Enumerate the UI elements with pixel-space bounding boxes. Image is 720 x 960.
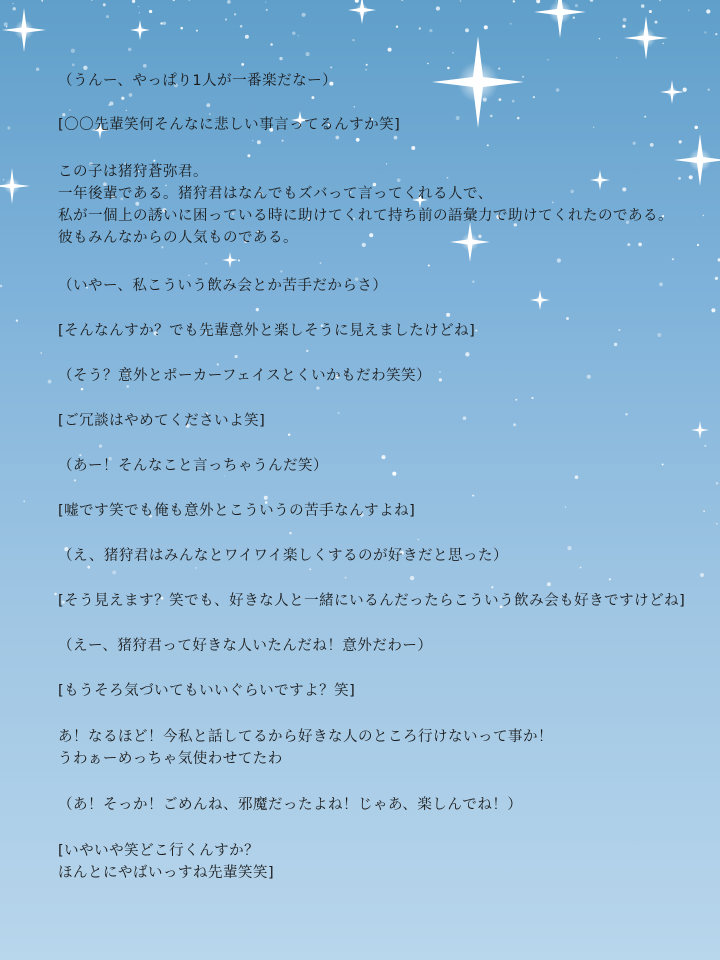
- star-dot: [436, 6, 440, 10]
- text-line: [〇〇先輩笑何そんなに悲しい事言ってるんすか笑]: [58, 117, 401, 133]
- star-dot: [252, 140, 253, 141]
- star-dot: [335, 136, 339, 140]
- star-dot: [411, 146, 415, 150]
- star-dot: [128, 48, 132, 52]
- star-dot: [196, 30, 198, 32]
- star-dot: [487, 144, 489, 146]
- star-dot: [703, 510, 705, 512]
- star-dot: [163, 22, 166, 25]
- star-dot: [515, 399, 517, 401]
- star-dot: [517, 117, 520, 120]
- star-dot: [715, 33, 717, 35]
- star-dot: [366, 64, 368, 66]
- star-dot: [716, 523, 718, 525]
- star-dot: [446, 313, 450, 317]
- star-dot: [465, 352, 469, 356]
- star-dot: [708, 89, 710, 91]
- star-dot: [650, 143, 654, 147]
- text-line: [ご冗談はやめてくださいよ笑]: [58, 413, 266, 429]
- star-dot: [659, 282, 663, 286]
- star-dot: [245, 35, 249, 39]
- text-line: （いやー、私こういう飲み会とか苦手だからさ）: [58, 278, 388, 294]
- star-dot: [362, 243, 366, 247]
- star-dot: [36, 68, 40, 72]
- star-dot: [566, 317, 569, 320]
- star-dot: [205, 263, 207, 265]
- star-dot: [3, 179, 5, 181]
- star-dot: [463, 416, 467, 420]
- star-dot: [23, 500, 25, 502]
- star-dot: [292, 31, 295, 34]
- star-dot: [565, 506, 566, 507]
- star-dot: [257, 140, 261, 144]
- star-dot: [491, 586, 493, 588]
- star-dot: [465, 28, 469, 32]
- star-dot: [428, 264, 430, 266]
- sparkle-star: [0, 168, 30, 204]
- text-line: 私が一個上の誘いに困っている時に助けてくれて持ち前の語彙力で助けてくれたのである。: [58, 208, 673, 224]
- star-dot: [266, 9, 268, 11]
- sparkle-star: [222, 252, 238, 268]
- star-dot: [456, 116, 460, 120]
- star-dot: [289, 532, 292, 535]
- star-dot: [649, 10, 652, 13]
- star-dot: [401, 0, 403, 1]
- star-dot: [531, 397, 533, 399]
- sparkle-star: [590, 170, 610, 190]
- star-dot: [614, 343, 618, 347]
- text-line: 一年後輩である。猪狩君はなんでもズバって言ってくれる人で、: [58, 186, 493, 202]
- star-dot: [625, 413, 627, 415]
- star-dot: [54, 593, 56, 595]
- star-dot: [256, 308, 259, 311]
- star-dot: [12, 3, 14, 5]
- star-dot: [657, 333, 661, 337]
- star-dot: [439, 378, 442, 381]
- star-dot: [567, 546, 571, 550]
- star-dot: [280, 270, 282, 272]
- text-line: （え、猪狩君はみんなとワイワイ楽しくするのが好きだと思った）: [58, 548, 508, 564]
- star-dot: [478, 235, 481, 238]
- star-dot: [48, 380, 52, 384]
- star-dot: [570, 190, 574, 194]
- star-dot: [513, 0, 515, 2]
- star-dot: [609, 578, 611, 580]
- sparkle-star: [660, 80, 684, 104]
- star-dot: [427, 63, 429, 65]
- star-dot: [706, 9, 710, 13]
- star-dot: [195, 567, 197, 569]
- star-dot: [697, 244, 699, 246]
- star-dot: [103, 3, 106, 6]
- star-dot: [270, 43, 273, 46]
- star-dot: [587, 375, 591, 379]
- star-dot: [633, 142, 636, 145]
- star-dot: [129, 93, 133, 97]
- star-dot: [678, 177, 681, 180]
- star-dot: [132, 0, 135, 3]
- star-dot: [472, 281, 474, 283]
- star-dot: [641, 4, 645, 8]
- star-dot: [238, 260, 240, 262]
- sparkle-star: [691, 421, 709, 439]
- star-dot: [265, 2, 266, 3]
- star-dot: [240, 25, 243, 28]
- star-dot: [71, 49, 75, 53]
- star-dot: [81, 388, 84, 391]
- star-dot: [160, 22, 162, 24]
- star-dot: [139, 12, 140, 13]
- star-dot: [573, 17, 575, 19]
- star-dot: [189, 0, 191, 1]
- star-dot: [662, 464, 664, 466]
- star-dot: [672, 258, 674, 260]
- sparkle-star: [348, 0, 376, 24]
- star-dot: [689, 175, 693, 179]
- star-dot: [91, 0, 92, 1]
- star-dot: [700, 573, 704, 577]
- star-dot: [99, 444, 102, 447]
- sparkle-star: [2, 8, 46, 52]
- star-dot: [447, 177, 449, 179]
- star-dot: [622, 25, 625, 28]
- star-dot: [247, 154, 250, 157]
- star-dot: [419, 27, 421, 29]
- star-dot: [138, 6, 139, 7]
- star-dot: [355, 0, 359, 3]
- star-dot: [683, 88, 687, 92]
- star-dot: [627, 243, 630, 246]
- star-dot: [279, 57, 282, 60]
- star-dot: [121, 97, 124, 100]
- star-dot: [410, 576, 414, 580]
- text-line: ほんとにやばいっすね先輩笑笑]: [58, 865, 275, 881]
- star-dot: [616, 57, 617, 58]
- star-dot: [126, 110, 127, 111]
- star-dot: [490, 115, 493, 118]
- star-dot: [547, 59, 549, 61]
- star-dot: [499, 98, 502, 101]
- text-line: [そう見えます？笑でも、好きな人と一緒にいるんだったらこういう飲み会も好きですけどね]: [58, 593, 686, 609]
- star-dot: [241, 63, 244, 66]
- star-dot: [397, 178, 401, 182]
- star-dot: [13, 7, 16, 10]
- star-dot: [447, 67, 450, 70]
- star-dot: [356, 138, 360, 142]
- star-dot: [704, 31, 706, 33]
- star-dot: [711, 308, 715, 312]
- star-dot: [679, 140, 682, 143]
- text-line: [いやいや笑どこ行くんすか？: [58, 843, 260, 859]
- star-dot: [460, 0, 462, 2]
- star-dot: [69, 109, 71, 111]
- text-line: 彼もみんなからの人気ものである。: [58, 230, 298, 246]
- star-dot: [655, 21, 658, 24]
- text-line: あ！なるほど！今私と話してるから好きな人のところ行けないって事か！: [58, 729, 553, 745]
- star-dot: [536, 0, 540, 3]
- text-line: （あ！そっか！ごめんね、邪魔だったよね！じゃあ、楽しんでね！）: [58, 797, 523, 813]
- star-dot: [234, 13, 236, 15]
- sparkle-star: [130, 20, 150, 40]
- star-dot: [180, 27, 183, 30]
- text-line: [そんなんすか？でも先輩意外と楽しそうに見えましたけどね]: [58, 323, 476, 339]
- sparkle-star: [450, 222, 490, 262]
- star-dot: [547, 582, 551, 586]
- star-dot: [173, 0, 175, 1]
- star-dot: [472, 495, 474, 497]
- star-dot: [452, 52, 454, 54]
- sparkle-star: [534, 0, 586, 38]
- star-dot: [16, 320, 18, 322]
- star-dot: [288, 433, 290, 435]
- star-dot: [522, 76, 524, 78]
- star-dot: [510, 23, 512, 25]
- star-dot: [106, 15, 109, 18]
- star-dot: [580, 567, 582, 569]
- text-line: （そう？意外とポーカーフェイスとくいかもだわ笑笑）: [58, 368, 432, 384]
- star-dot: [225, 18, 227, 20]
- star-dot: [354, 106, 356, 108]
- star-dot: [388, 48, 392, 52]
- star-dot: [320, 262, 322, 264]
- star-dot: [512, 100, 515, 103]
- star-dot: [396, 25, 398, 27]
- star-dot: [282, 140, 284, 142]
- star-dot: [593, 127, 594, 128]
- star-dot: [715, 277, 718, 280]
- star-dot: [418, 539, 420, 541]
- star-dot: [298, 35, 299, 36]
- star-dot: [704, 445, 706, 447]
- text-line: うわぁーめっちゃ気使わせてたわ: [58, 751, 283, 767]
- star-dot: [644, 116, 646, 118]
- star-dot: [330, 66, 332, 68]
- star-dot: [306, 52, 310, 56]
- text-line: [もうそろ気づいてもいいぐらいですよ？笑]: [58, 683, 356, 699]
- star-dot: [557, 258, 561, 262]
- star-dot: [429, 29, 432, 32]
- star-dot: [694, 126, 698, 130]
- sparkle-star: [432, 36, 524, 128]
- star-dot: [338, 412, 340, 414]
- star-dot: [206, 103, 210, 107]
- text-line: （えー、猪狩君って好きな人いたんだね！意外だわー）: [58, 638, 433, 654]
- star-dot: [622, 187, 626, 191]
- star-dot: [4, 22, 8, 26]
- star-dot: [394, 136, 398, 140]
- star-dot: [556, 88, 560, 92]
- star-dot: [498, 68, 500, 70]
- star-dot: [392, 472, 396, 476]
- star-dot: [590, 0, 594, 2]
- star-dot: [7, 127, 10, 130]
- star-dot: [381, 455, 385, 459]
- star-dot: [74, 479, 76, 481]
- text-line: （あー！そんなこと言っちゃうんだ笑）: [58, 458, 328, 474]
- star-dot: [662, 43, 664, 45]
- star-dot: [306, 350, 308, 352]
- star-dot: [235, 355, 238, 358]
- star-dot: [72, 63, 75, 66]
- star-dot: [227, 0, 231, 4]
- star-dot: [309, 568, 311, 570]
- star-dot: [41, 0, 43, 2]
- star-dot: [108, 104, 110, 106]
- text-line: [嘘です笑でも俺も意外とこういうの苦手なんすよね]: [58, 503, 416, 519]
- star-dot: [552, 202, 554, 204]
- star-dot: [703, 215, 705, 217]
- text-line: この子は猪狩蒼弥君。: [58, 164, 208, 180]
- star-dot: [623, 18, 627, 22]
- star-dot: [513, 423, 516, 426]
- star-dot: [40, 352, 42, 354]
- star-dot: [484, 25, 488, 29]
- star-dot: [599, 38, 601, 40]
- star-dot: [345, 577, 347, 579]
- star-dot: [638, 243, 642, 247]
- star-dot: [302, 13, 306, 17]
- star-dot: [688, 10, 689, 11]
- star-dot: [575, 475, 579, 479]
- star-dot: [352, 39, 354, 41]
- star-dot: [716, 482, 719, 485]
- star-dot: [386, 163, 387, 164]
- star-dot: [311, 96, 314, 99]
- star-dot: [365, 69, 367, 71]
- text-line: （うんー、やっぱり1人が一番楽だなー）: [58, 73, 338, 89]
- star-dot: [149, 10, 152, 13]
- star-dot: [0, 285, 2, 288]
- star-dot: [618, 329, 620, 331]
- star-dot: [369, 233, 373, 237]
- star-dot: [143, 64, 147, 68]
- sparkle-star: [624, 16, 668, 60]
- star-dot: [112, 570, 116, 574]
- star-dot: [533, 96, 535, 98]
- star-dot: [475, 330, 477, 332]
- star-dot: [575, 4, 578, 7]
- sparkle-star: [530, 290, 550, 310]
- star-dot: [659, 0, 660, 1]
- star-dot: [439, 371, 440, 372]
